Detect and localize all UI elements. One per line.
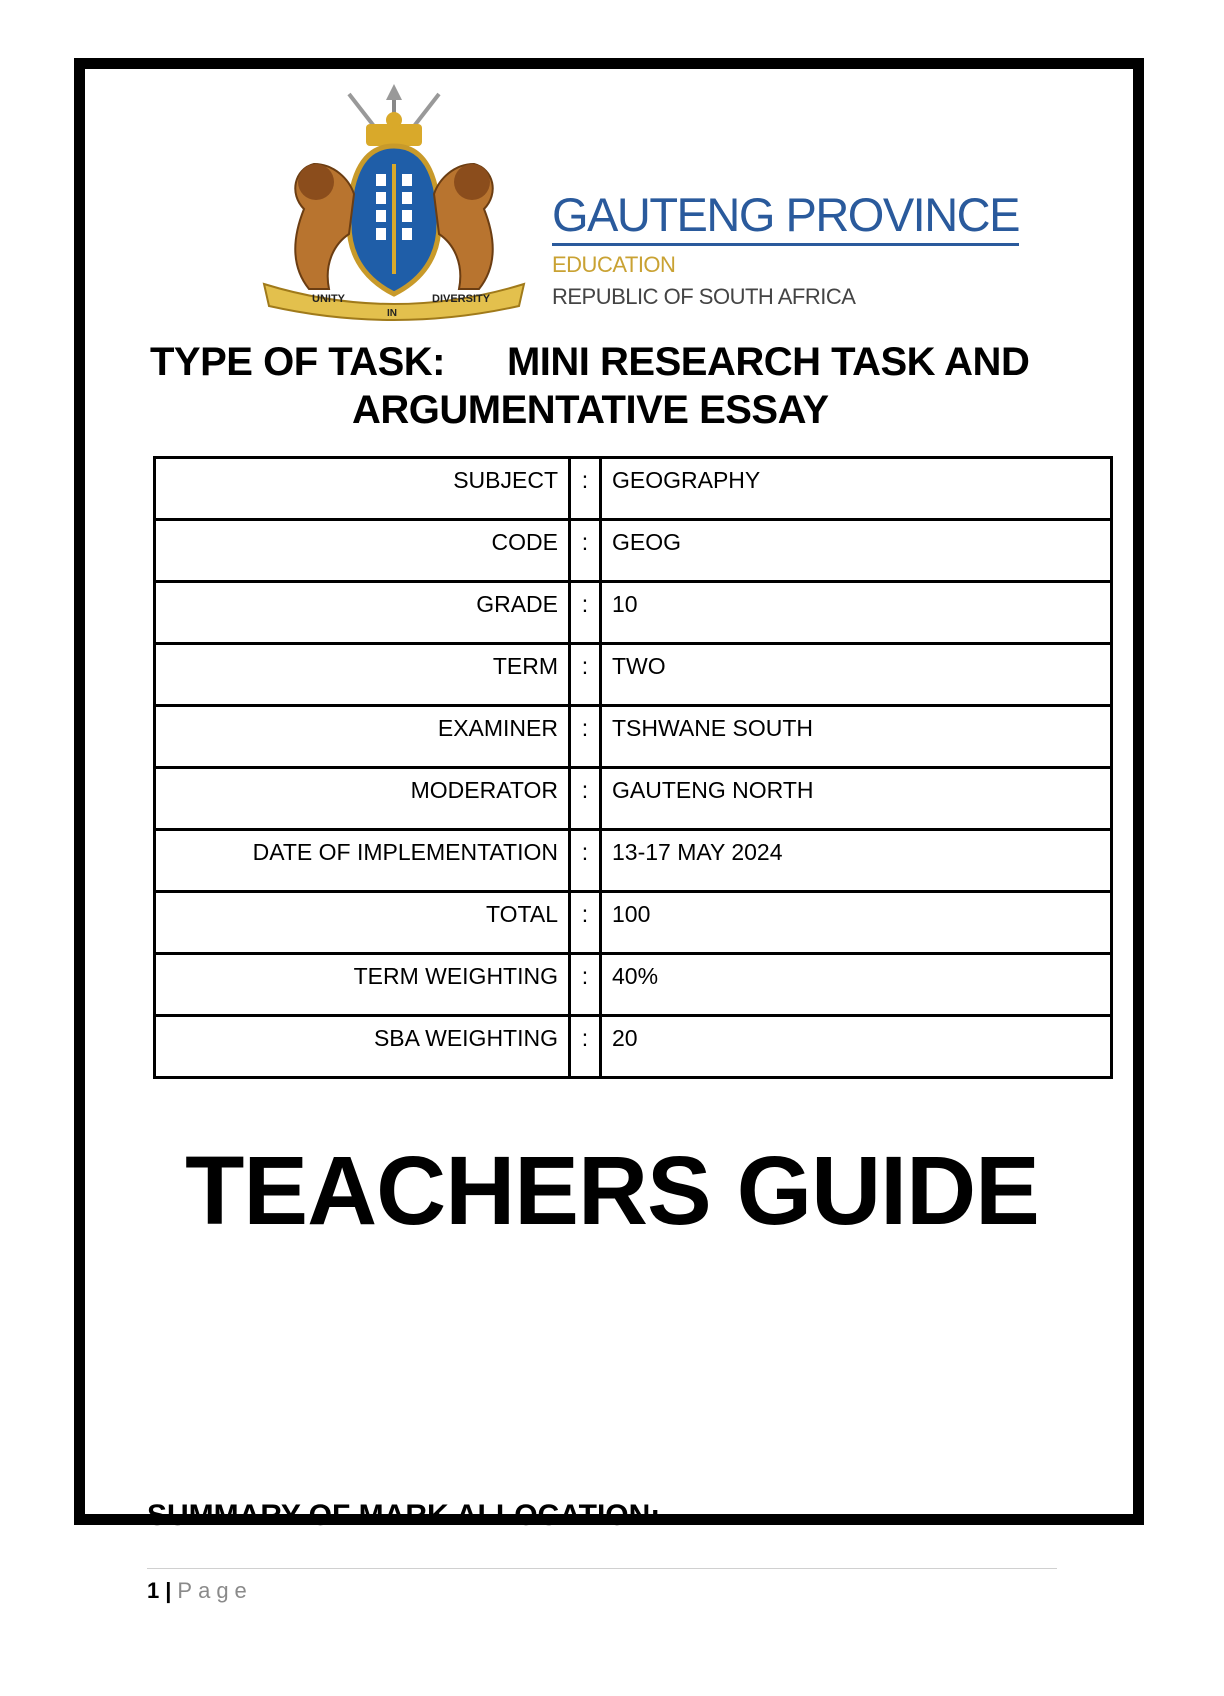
table-row: [155, 954, 1112, 1016]
row-label: TERM WEIGHTING: [155, 954, 570, 1016]
table-row: [155, 706, 1112, 768]
task-type-label: TYPE OF TASK:: [150, 340, 445, 384]
table-row: [155, 520, 1112, 582]
motto-diversity: DIVERSITY: [432, 293, 491, 305]
task-type-value-line2: ARGUMENTATIVE ESSAY: [352, 388, 829, 432]
row-label: EXAMINER: [155, 706, 570, 768]
row-separator: :: [570, 1016, 601, 1078]
row-value: 10: [601, 582, 1112, 644]
motto-unity: UNITY: [312, 293, 345, 305]
row-label: TOTAL: [155, 892, 570, 954]
row-value: TWO: [601, 644, 1112, 706]
row-label: SBA WEIGHTING: [155, 1016, 570, 1078]
row-value: 100: [601, 892, 1112, 954]
table-row: [155, 830, 1112, 892]
table-row: [155, 892, 1112, 954]
brand-country: REPUBLIC OF SOUTH AFRICA: [552, 284, 856, 309]
table-row: [155, 1016, 1112, 1078]
row-label: SUBJECT: [155, 458, 570, 520]
row-separator: :: [570, 830, 601, 892]
task-info-table: [153, 456, 1113, 1079]
row-separator: :: [570, 706, 601, 768]
row-value: GAUTENG NORTH: [601, 768, 1112, 830]
row-value: TSHWANE SOUTH: [601, 706, 1112, 768]
row-separator: :: [570, 892, 601, 954]
row-label: CODE: [155, 520, 570, 582]
row-separator: :: [570, 768, 601, 830]
row-value: GEOG: [601, 520, 1112, 582]
page-label: Page: [177, 1578, 253, 1603]
row-label: MODERATOR: [155, 768, 570, 830]
row-value: 40%: [601, 954, 1112, 1016]
row-value: GEOGRAPHY: [601, 458, 1112, 520]
brand-title: GAUTENG PROVINCE: [552, 190, 1019, 246]
row-separator: :: [570, 644, 601, 706]
row-separator: :: [570, 458, 601, 520]
row-separator: :: [570, 582, 601, 644]
row-label: TERM: [155, 644, 570, 706]
task-type-heading: [150, 340, 1029, 385]
coat-of-arms-icon: [254, 84, 534, 324]
table-row: [155, 768, 1112, 830]
page-separator: |: [165, 1578, 172, 1603]
table-row: [155, 644, 1112, 706]
row-value: 13-17 MAY 2024: [601, 830, 1112, 892]
page-footer: [147, 1578, 253, 1604]
row-label: DATE OF IMPLEMENTATION: [155, 830, 570, 892]
page-number: 1: [147, 1578, 160, 1603]
row-separator: :: [570, 520, 601, 582]
footer-divider: [147, 1568, 1057, 1569]
task-type-value-line1: MINI RESEARCH TASK AND: [506, 340, 1030, 384]
summary-heading: SUMMARY OF MARK ALLOCATION:: [147, 1499, 661, 1532]
table-row: [155, 582, 1112, 644]
guide-title: TEACHERS GUIDE: [185, 1136, 1039, 1245]
brand-education: EDUCATION: [552, 252, 676, 277]
row-label: GRADE: [155, 582, 570, 644]
row-separator: :: [570, 954, 601, 1016]
brand-block: [552, 190, 1019, 310]
row-value: 20: [601, 1016, 1112, 1078]
motto-in: IN: [387, 308, 397, 319]
table-row: [155, 458, 1112, 520]
